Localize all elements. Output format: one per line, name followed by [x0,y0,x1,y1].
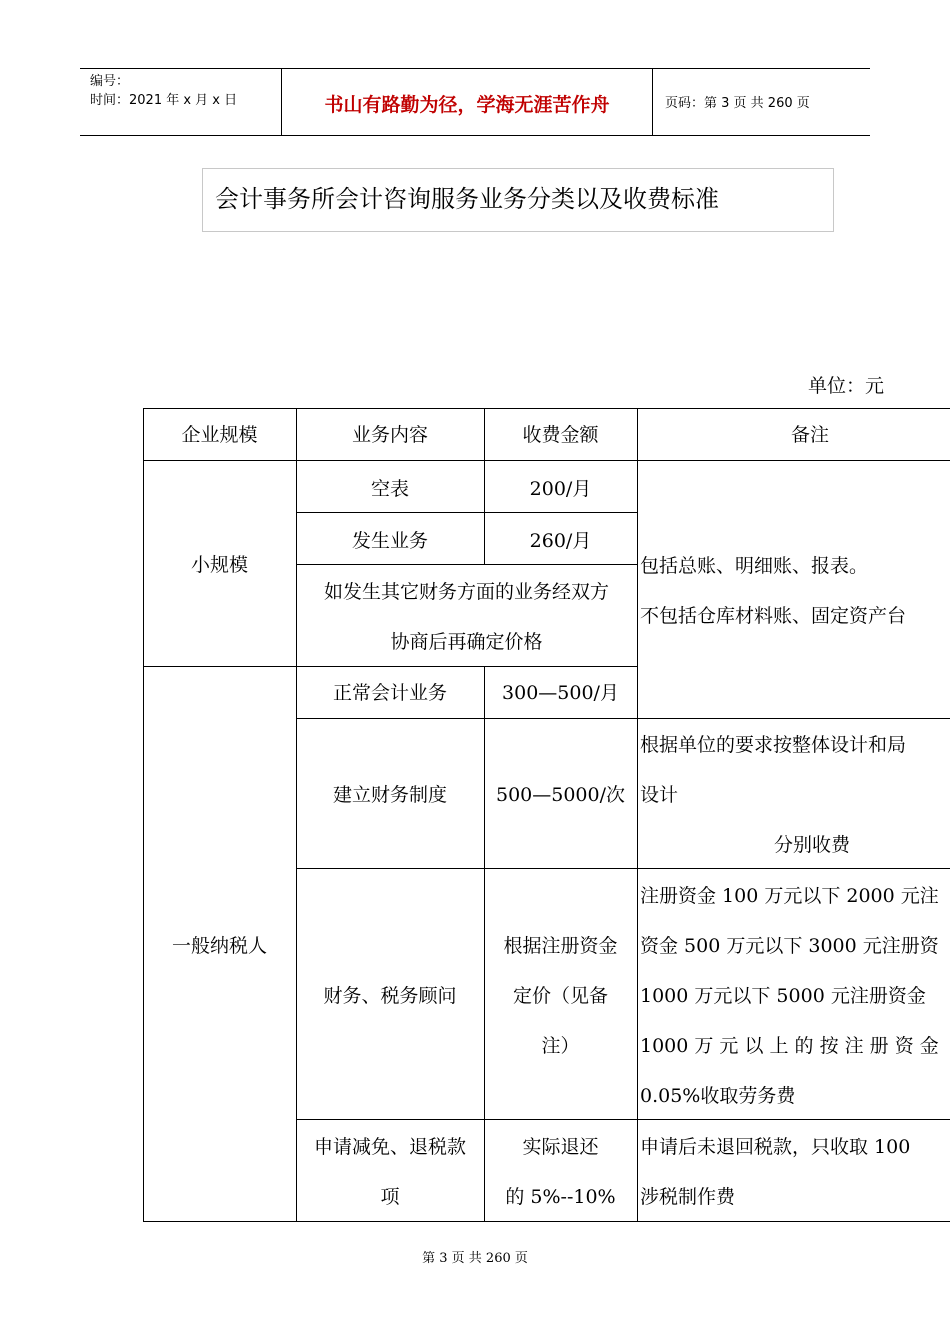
business-regular-accounting: 正常会计业务 [332,682,447,704]
fee-regular-accounting: 300—500/月 [502,682,619,704]
document-number-label: 编号： [90,74,130,89]
document-title-box [202,168,834,232]
header-remarks: 备注 [790,424,829,446]
remark-refund-line1: 申请后未退回税款，只收取 100 [640,1136,911,1158]
document-date: 时间：2021 年 x 月 x 日 [90,93,238,108]
remark-system-line1: 根据单位的要求按整体设计和局 [640,734,907,756]
business-tax-advisor: 财务、税务顾问 [323,985,457,1007]
fee-tax-advisor-line1: 根据注册资金 [503,935,618,957]
header-motto: 书山有路勤为径，学海无涯苦作舟 [324,94,610,116]
fee-occurred: 260/月 [529,530,592,552]
scale-general-taxpayer: 一般纳税人 [171,935,267,957]
header-divider-right [652,68,653,136]
scale-small: 小规模 [190,554,248,576]
other-business-line1: 如发生其它财务方面的业务经双方 [323,581,609,603]
header-enterprise-scale: 企业规模 [181,424,258,446]
fee-tax-refund-line2: 的 5%--10% [505,1186,616,1208]
table-rule [143,408,950,409]
remark-advisor-line5: 0.05%收取劳务费 [640,1085,796,1107]
header-meta [90,72,237,110]
remark-advisor-line3: 1000 万元以下 5000 元注册资金 [640,985,926,1007]
remark-small-line2: 不包括仓库材料账、固定资产台 [640,605,907,627]
other-business-line2: 协商后再确定价格 [390,631,543,653]
header-business-content: 业务内容 [351,424,428,446]
header-page-info: 页码：第 3 页 共 260 页 [665,96,810,111]
fee-financial-system: 500—5000/次 [495,784,626,806]
header-fee-amount: 收费金额 [522,424,599,446]
page-header [80,68,870,136]
table-rule [637,408,638,1222]
business-tax-refund-line2: 项 [380,1186,400,1208]
page-footer: 第 3 页 共 260 页 [422,1251,528,1266]
remark-small-line1: 包括总账、明细账、报表。 [640,555,869,577]
remark-advisor-line1: 注册资金 100 万元以下 2000 元注 [640,885,939,907]
business-occurred: 发生业务 [351,530,428,552]
remark-system-line2: 设计 [640,784,679,806]
business-financial-system: 建立财务制度 [332,784,447,806]
header-top-rule [80,68,870,69]
fee-tax-advisor-line2: 定价（见备 [512,985,608,1007]
business-tax-refund-line1: 申请减免、退税款 [313,1136,466,1158]
fee-table [143,408,950,1222]
table-rule [143,408,144,1222]
remark-advisor-line2: 资金 500 万元以下 3000 元注册资 [640,935,939,957]
remark-system-line3: 分别收费 [774,834,851,856]
table-rule [296,1119,950,1120]
fee-tax-advisor-line3: 注） [541,1035,580,1057]
document-title: 会计事务所会计咨询服务业务分类以及收费标准 [215,185,719,213]
remark-refund-line2: 涉税制作费 [640,1186,736,1208]
table-rule [296,868,950,869]
fee-tax-refund-line1: 实际退还 [522,1136,599,1158]
business-empty-report: 空表 [370,478,409,500]
unit-label: 单位：元 [808,375,885,397]
header-bottom-rule [80,135,870,136]
remark-advisor-line4: 1000 万 元 以 上 的 按 注 册 资 金 [640,1035,939,1057]
table-rule [143,460,950,461]
fee-empty-report: 200/月 [529,478,592,500]
table-rule [296,718,950,719]
